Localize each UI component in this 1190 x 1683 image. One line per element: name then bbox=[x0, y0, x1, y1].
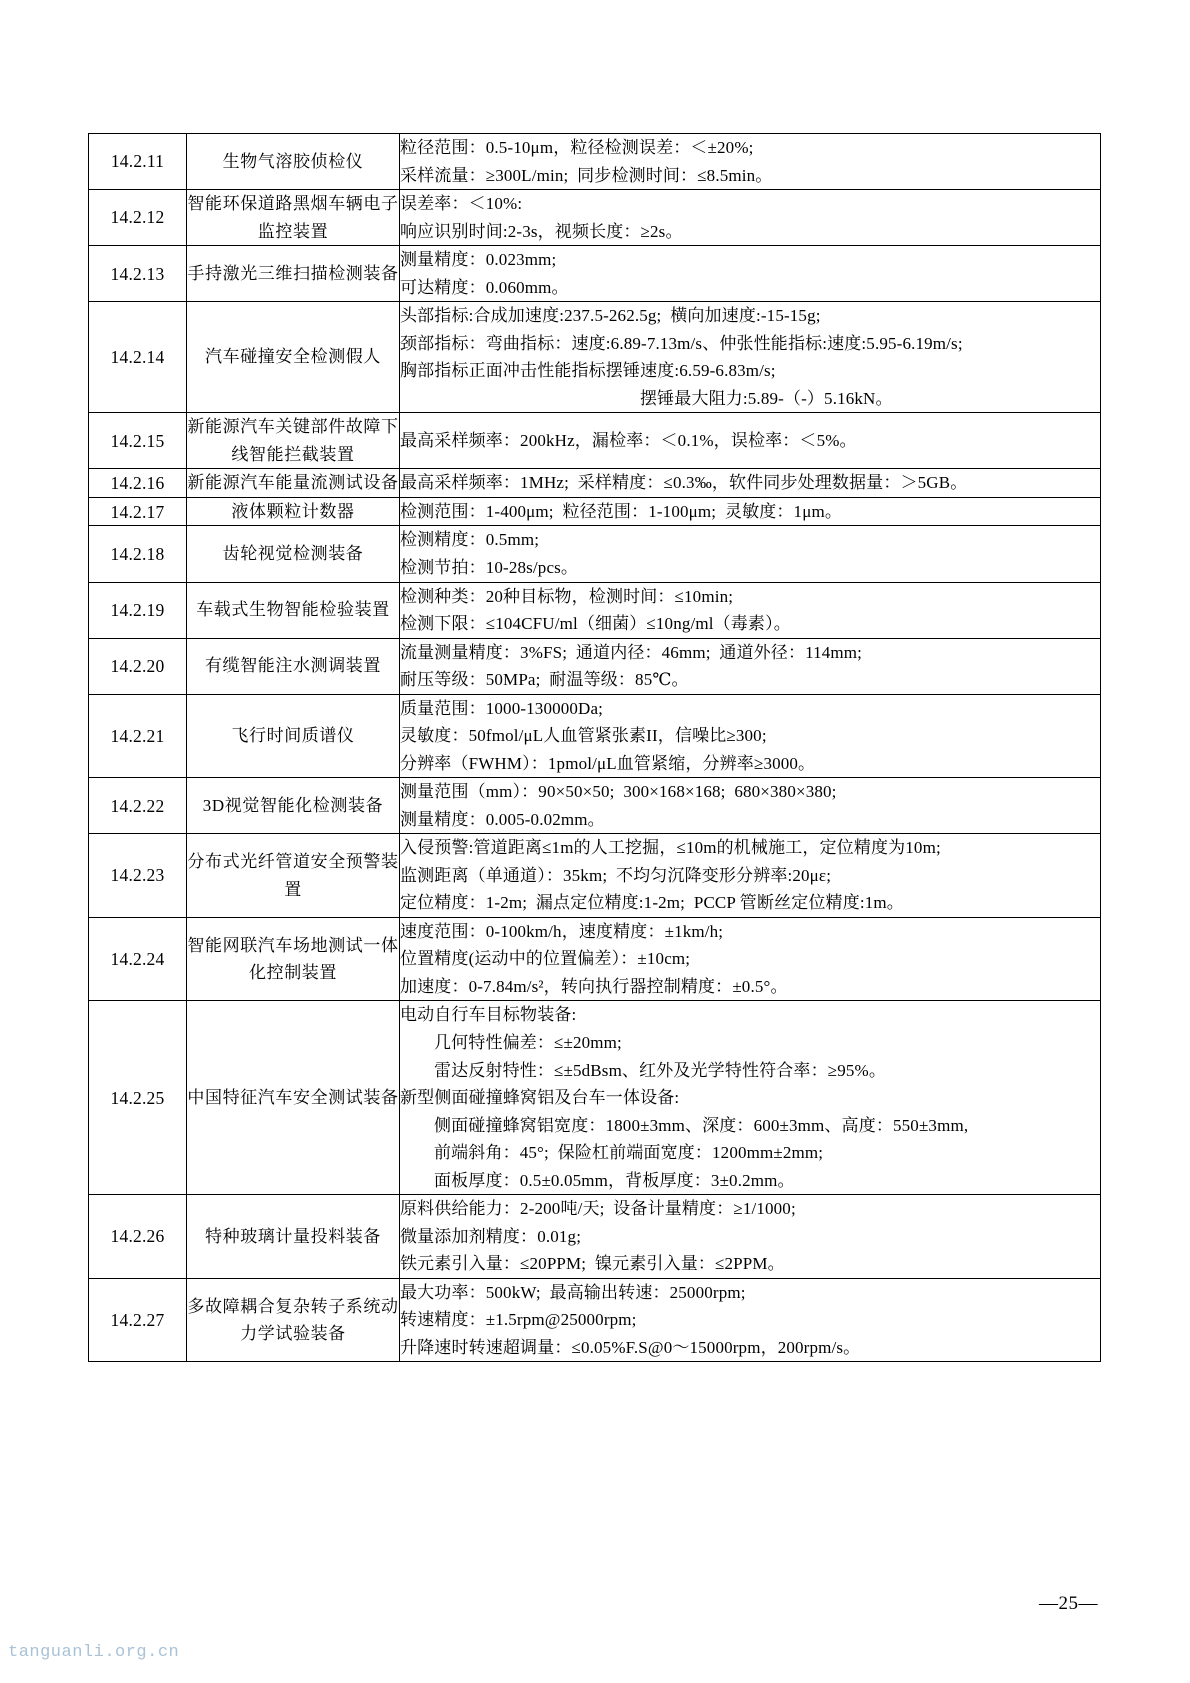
spec-line: 雷达反射特性：≤±5dBsm、红外及光学特性符合率：≥95%。 bbox=[434, 1060, 886, 1080]
spec-line: 耐压等级：50MPa; 耐温等级：85℃。 bbox=[400, 670, 689, 690]
spec-line: 速度范围：0-100km/h，速度精度：±1km/h; bbox=[400, 921, 724, 941]
spec-line: 检测下限：≤104CFU/ml（细菌）≤10ng/ml（毒素）。 bbox=[400, 614, 791, 634]
spec-line: 可达精度：0.060mm。 bbox=[400, 277, 569, 297]
cell-specification bbox=[400, 190, 1101, 246]
cell-item-code: 14.2.16 bbox=[89, 469, 187, 498]
cell-specification bbox=[400, 1195, 1101, 1279]
table-row bbox=[89, 497, 1101, 526]
cell-item-code: 14.2.13 bbox=[89, 246, 187, 302]
cell-equipment-name: 有缆智能注水测调装置 bbox=[187, 638, 400, 694]
cell-equipment-name: 齿轮视觉检测装备 bbox=[187, 526, 400, 582]
cell-specification bbox=[400, 694, 1101, 778]
cell-specification bbox=[400, 469, 1101, 498]
cell-equipment-name: 分布式光纤管道安全预警装置 bbox=[187, 834, 400, 918]
table-row bbox=[89, 834, 1101, 918]
spec-line: 最高采样频率：200kHz，漏检率：＜0.1%，误检率：＜5%。 bbox=[400, 431, 857, 451]
cell-equipment-name: 汽车碰撞安全检测假人 bbox=[187, 302, 400, 413]
cell-item-code: 14.2.11 bbox=[89, 134, 187, 190]
spec-line: 误差率：＜10%: bbox=[400, 194, 523, 214]
cell-specification bbox=[400, 497, 1101, 526]
spec-line: 灵敏度：50fmol/μL人血管紧张素II，信噪比≥300; bbox=[400, 726, 767, 746]
spec-line: 铁元素引入量：≤20PPM; 镍元素引入量：≤2PPM。 bbox=[400, 1254, 785, 1274]
cell-specification bbox=[400, 302, 1101, 413]
cell-specification bbox=[400, 778, 1101, 834]
cell-item-code: 14.2.23 bbox=[89, 834, 187, 918]
cell-item-code: 14.2.27 bbox=[89, 1278, 187, 1362]
table-row bbox=[89, 917, 1101, 1001]
spec-line: 定位精度：1-2m; 漏点定位精度:1-2m; PCCP 管断丝定位精度:1m。 bbox=[400, 893, 904, 913]
cell-equipment-name: 飞行时间质谱仪 bbox=[187, 694, 400, 778]
spec-line: 转速精度：±1.5rpm@25000rpm; bbox=[400, 1310, 637, 1330]
table-row bbox=[89, 638, 1101, 694]
watermark: tanguanli.org.cn bbox=[8, 1643, 180, 1662]
spec-line: 响应识别时间:2-3s，视频长度：≥2s。 bbox=[400, 221, 683, 241]
spec-line: 新型侧面碰撞蜂窝铝及台车一体设备: bbox=[400, 1088, 680, 1108]
page-number: —25— bbox=[1039, 1593, 1098, 1614]
spec-line: 摆锤最大阻力:5.89-（-）5.16kN。 bbox=[640, 388, 893, 408]
cell-specification bbox=[400, 526, 1101, 582]
spec-line: 测量范围（mm）：90×50×50; 300×168×168; 680×380×380; bbox=[400, 782, 837, 802]
table-row bbox=[89, 413, 1101, 469]
spec-line: 位置精度(运动中的位置偏差）：±10cm; bbox=[400, 949, 691, 969]
spec-line: 电动自行车目标物装备: bbox=[400, 1005, 577, 1025]
cell-equipment-name: 智能环保道路黑烟车辆电子监控装置 bbox=[187, 190, 400, 246]
table-row bbox=[89, 526, 1101, 582]
spec-line: 粒径范围：0.5-10μm，粒径检测误差：＜±20%; bbox=[400, 138, 754, 157]
cell-item-code: 14.2.12 bbox=[89, 190, 187, 246]
spec-line: 质量范围：1000-130000Da; bbox=[400, 698, 604, 718]
spec-line: 检测范围：1-400μm; 粒径范围：1-100μm; 灵敏度：1μm。 bbox=[400, 501, 842, 521]
table-row bbox=[89, 694, 1101, 778]
spec-line: 测量精度：0.023mm; bbox=[400, 250, 557, 270]
table-row bbox=[89, 778, 1101, 834]
cell-specification bbox=[400, 1001, 1101, 1195]
cell-item-code: 14.2.21 bbox=[89, 694, 187, 778]
spec-line: 原料供给能力：2-200吨/天; 设备计量精度：≥1/1000; bbox=[400, 1199, 796, 1219]
cell-equipment-name: 生物气溶胶侦检仪 bbox=[187, 134, 400, 190]
cell-item-code: 14.2.25 bbox=[89, 1001, 187, 1195]
spec-line: 检测精度：0.5mm; bbox=[400, 530, 540, 550]
cell-item-code: 14.2.22 bbox=[89, 778, 187, 834]
cell-specification bbox=[400, 246, 1101, 302]
cell-item-code: 14.2.20 bbox=[89, 638, 187, 694]
spec-line: 流量测量精度：3%FS; 通道内径：46mm; 通道外径：114mm; bbox=[400, 642, 863, 662]
spec-line: 采样流量：≥300L/min; 同步检测时间：≤8.5min。 bbox=[400, 165, 773, 185]
cell-equipment-name: 3D视觉智能化检测装备 bbox=[187, 778, 400, 834]
spec-line: 颈部指标：弯曲指标：速度:6.89-7.13m/s、仲张性能指标:速度:5.95-6.19m/s; bbox=[400, 333, 963, 353]
spec-line: 最大功率：500kW; 最高输出转速：25000rpm; bbox=[400, 1282, 746, 1302]
cell-specification bbox=[400, 917, 1101, 1001]
spec-line: 微量添加剂精度：0.01g; bbox=[400, 1226, 582, 1246]
cell-equipment-name: 中国特征汽车安全测试装备 bbox=[187, 1001, 400, 1195]
table-row bbox=[89, 134, 1101, 190]
table-row bbox=[89, 302, 1101, 413]
cell-specification bbox=[400, 413, 1101, 469]
cell-item-code: 14.2.14 bbox=[89, 302, 187, 413]
cell-specification bbox=[400, 134, 1101, 190]
cell-equipment-name: 智能网联汽车场地测试一体化控制装置 bbox=[187, 917, 400, 1001]
spec-line: 检测节拍：10-28s/pcs。 bbox=[400, 557, 579, 577]
spec-line: 侧面碰撞蜂窝铝宽度：1800±3mm、深度：600±3mm、高度：550±3mm, bbox=[434, 1115, 969, 1135]
table-row bbox=[89, 1195, 1101, 1279]
spec-line: 测量精度：0.005-0.02mm。 bbox=[400, 809, 605, 829]
spec-line: 分辨率（FWHM）：1pmol/μL血管紧缩，分辨率≥3000。 bbox=[400, 753, 816, 773]
spec-line: 头部指标:合成加速度:237.5-262.5g; 横向加速度:-15-15g; bbox=[400, 306, 821, 326]
equipment-spec-table bbox=[88, 133, 1101, 1362]
table-row bbox=[89, 1001, 1101, 1195]
spec-line: 检测种类：20种目标物，检测时间：≤10min; bbox=[400, 586, 734, 606]
spec-line: 监测距离（单通道）：35km; 不均匀沉降变形分辨率:20με; bbox=[400, 865, 832, 885]
cell-equipment-name: 车载式生物智能检验装置 bbox=[187, 582, 400, 638]
table-row bbox=[89, 582, 1101, 638]
spec-line: 入侵预警:管道距离≤1m的人工挖掘，≤10m的机械施工，定位精度为10m; bbox=[400, 838, 941, 858]
cell-item-code: 14.2.26 bbox=[89, 1195, 187, 1279]
cell-equipment-name: 液体颗粒计数器 bbox=[187, 497, 400, 526]
table-body bbox=[89, 134, 1101, 1362]
cell-equipment-name: 新能源汽车关键部件故障下线智能拦截装置 bbox=[187, 413, 400, 469]
table-row bbox=[89, 246, 1101, 302]
cell-specification bbox=[400, 834, 1101, 918]
cell-specification bbox=[400, 582, 1101, 638]
cell-item-code: 14.2.18 bbox=[89, 526, 187, 582]
cell-item-code: 14.2.24 bbox=[89, 917, 187, 1001]
spec-line: 升降速时转速超调量：≤0.05%F.S@0～15000rpm，200rpm/s。 bbox=[400, 1337, 861, 1357]
table-row bbox=[89, 1278, 1101, 1362]
spec-line: 面板厚度：0.5±0.05mm，背板厚度：3±0.2mm。 bbox=[434, 1170, 795, 1190]
spec-line: 加速度：0-7.84m/s²，转向执行器控制精度：±0.5°。 bbox=[400, 976, 788, 996]
spec-line: 胸部指标正面冲击性能指标摆锤速度:6.59-6.83m/s; bbox=[400, 361, 776, 381]
cell-item-code: 14.2.19 bbox=[89, 582, 187, 638]
spec-line: 前端斜角：45°; 保险杠前端面宽度：1200mm±2mm; bbox=[434, 1143, 824, 1163]
table-row bbox=[89, 190, 1101, 246]
spec-line: 几何特性偏差：≤±20mm; bbox=[434, 1033, 622, 1052]
cell-equipment-name: 新能源汽车能量流测试设备 bbox=[187, 469, 400, 498]
cell-item-code: 14.2.15 bbox=[89, 413, 187, 469]
spec-line: 最高采样频率：1MHz; 采样精度：≤0.3‰，软件同步处理数据量：＞5GB。 bbox=[400, 473, 968, 493]
cell-specification bbox=[400, 638, 1101, 694]
cell-equipment-name: 特种玻璃计量投料装备 bbox=[187, 1195, 400, 1279]
cell-item-code: 14.2.17 bbox=[89, 497, 187, 526]
cell-equipment-name: 手持激光三维扫描检测装备 bbox=[187, 246, 400, 302]
cell-specification bbox=[400, 1278, 1101, 1362]
table-row bbox=[89, 469, 1101, 498]
cell-equipment-name: 多故障耦合复杂转子系统动力学试验装备 bbox=[187, 1278, 400, 1362]
